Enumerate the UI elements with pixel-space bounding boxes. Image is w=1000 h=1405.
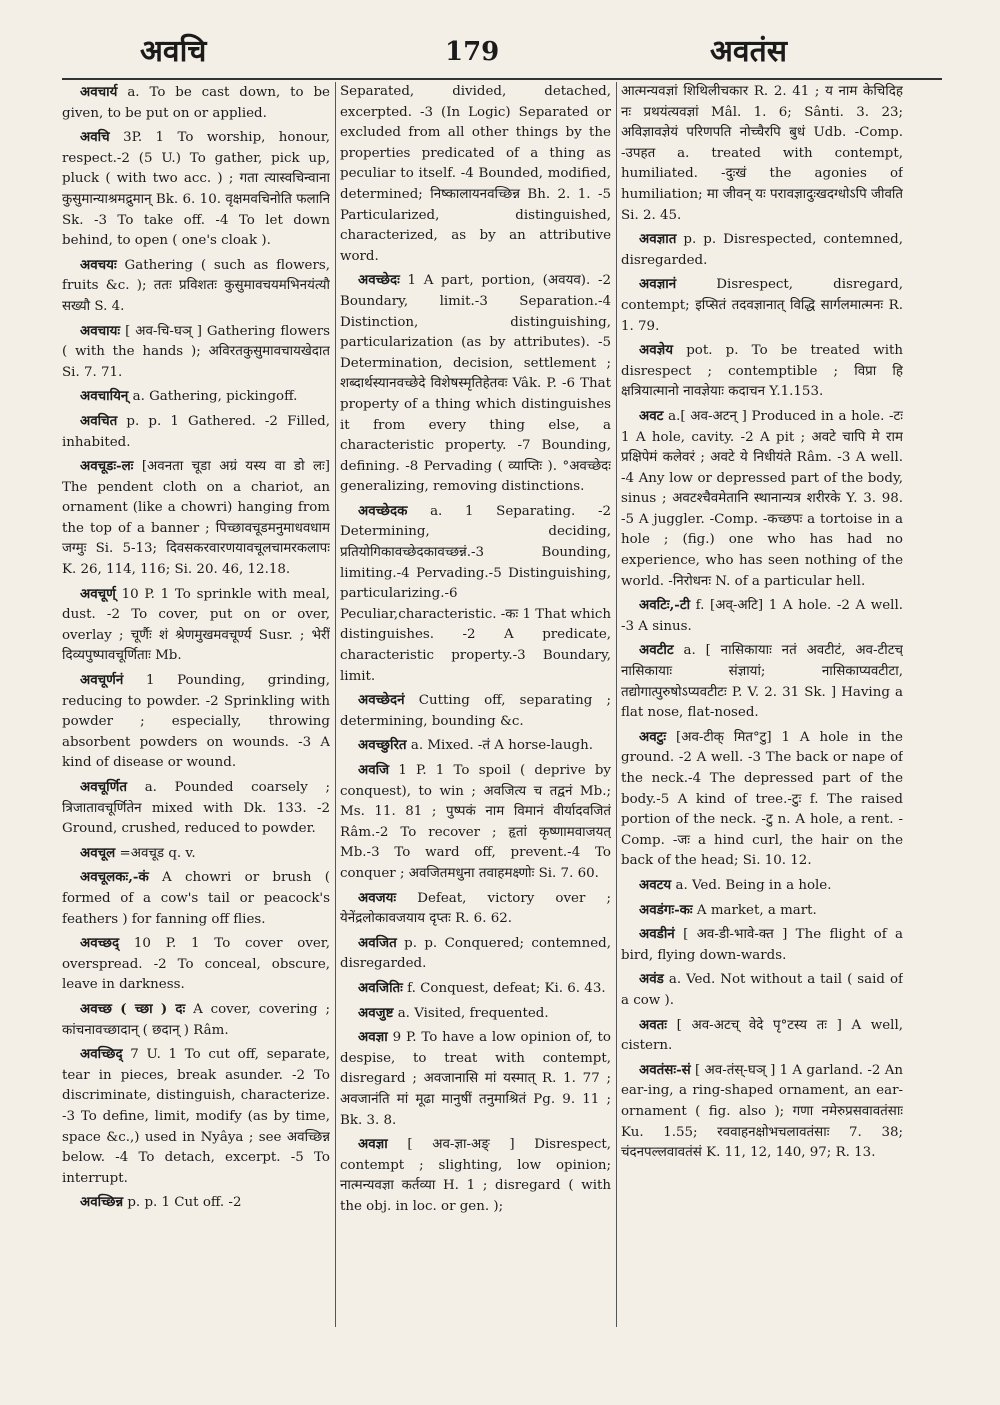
- entry-definition: p. p. Conquered; contemned, disregarded.: [340, 935, 611, 972]
- dictionary-entry: [340, 1134, 611, 1217]
- entry-headword: अवटुः: [639, 728, 667, 745]
- entry-definition: a. [ नासिकायाः नतं अवटीटं, अव-टीटच् नासिकायाः संज्ञायां; नासिकाप्यवटीटा, तद्योगात्पुरुषोऽप्यवटीटः P. V. 2. 31 Sk. ] Having a flat nose, flat-nosed.: [621, 643, 903, 721]
- entry-definition: 7 U. 1 To cut off, separate, tear in pieces, break asunder. -2 To discriminate, distinguish, characterize. -3 To define, limit, modify (as by time, space &c.,) used in Nyâya ; see अवच्छिन्न below. -4 To detach, excerpt. -5 To interrupt.: [62, 1047, 330, 1186]
- entry-definition: a. Ved. Not without a tail ( said of a cow ).: [621, 972, 903, 1008]
- dictionary-entry: [62, 386, 330, 408]
- entry-headword: अवजयः: [358, 889, 397, 906]
- entry-headword: अवचूर्णित: [80, 779, 127, 795]
- entry-headword: अवतः: [639, 1016, 668, 1033]
- entry-definition: a. 1 Separating. -2 Determining, deciding, प्रतियोगिकावच्छेदकावच्छन्नं.-3 Bounding, limiting.-4 Pervading.-5 Distinguishing, particularizing.-6 Peculiar,characteristic. -कः 1 That which distinguishes. -2 A predicate, characteristic property.-3 Boundary, limit.: [340, 503, 611, 684]
- column-divider: [335, 82, 336, 1327]
- entry-definition: [ अव-अटच् वेदे पृ°टस्य तः ] A well, cistern.: [621, 1017, 903, 1054]
- entry-definition: a.[ अव-अटन् ] Produced in a hole. -टः 1 A hole, cavity. -2 A pit ; अवटे चापि मे राम प्रक्षिपेमं कलेवरं ; अवटे ये निधीयंते Râm. -3 A well. -4 Any low or depressed part of the body, sinus ; अवटश्चैवमेतानि स्थानान्यत्र शरीरके Y. 3. 98. -5 A juggler. -Comp. -कच्छपः a tortoise in a hole ; (fig.) one who has had no experience, who has seen nothing of the world. -निरोधनः N. of a particular hell.: [621, 408, 903, 589]
- dictionary-entry: [62, 933, 330, 996]
- entry-headword: अवच्छिद्: [80, 1046, 123, 1063]
- entry-headword: अवचूडः-लः: [80, 458, 134, 475]
- entry-definition: Cutting off, separating ; determining, bounding &c.: [340, 693, 611, 729]
- entry-definition: f. [अव्-अटि] 1 A hole. -2 A well. -3 A sinus.: [621, 598, 903, 634]
- dictionary-entry: [340, 270, 611, 498]
- dictionary-entry: [340, 501, 611, 687]
- page-number: 179: [445, 37, 500, 67]
- dictionary-entry: [621, 82, 903, 226]
- entry-definition: p. p. Disrespected, contemned, disregarded.: [621, 232, 903, 268]
- dictionary-entry: [62, 321, 330, 384]
- entry-definition: A market, a mart.: [696, 902, 817, 918]
- entry-headword: अवतंसः-सं: [639, 1061, 691, 1078]
- entry-definition: A cover, covering ; कांचनावच्छादान् ( छदान् ) Râm.: [62, 1001, 330, 1038]
- dictionary-entry: [340, 690, 611, 732]
- dictionary-entry: [62, 411, 330, 453]
- entry-definition: a. Mixed. -तं A horse-laugh.: [410, 738, 593, 754]
- entry-definition: 3P. 1 To worship, honour, respect.-2 (5 U.) To gather, pick up, pluck ( with two acc. ) ; गता त्यास्वचिन्वाना कुसुमान्याश्रमद्रुमान् Bk. 6. 10. वृक्षमवचिनोति फलानि Sk. -3 To take off. -4 To let down behind, to open ( one's cloak ).: [62, 130, 330, 249]
- entry-headword: अवज्ञेय: [639, 342, 674, 359]
- column-3: [621, 82, 903, 1332]
- entry-definition: p. p. 1 Cut off. -2: [127, 1195, 242, 1211]
- entry-definition: A chowri or brush ( formed of a cow's tail or peacock's feathers ) for fanning off flies.: [62, 870, 330, 927]
- dictionary-entry: [621, 340, 903, 403]
- dictionary-entry: [621, 595, 903, 637]
- dictionary-entry: [62, 456, 330, 581]
- entry-headword: अवचूल: [80, 844, 116, 861]
- column-2: [340, 82, 611, 1332]
- entry-definition: 10 P. 1 To cover over, overspread. -2 To conceal, obscure, leave in darkness.: [62, 936, 330, 993]
- entry-headword: अवचयः: [80, 256, 117, 273]
- entry-definition: Gathering ( such as flowers, fruits &c. ); ततः प्रविशतः कुसुमावचयमभिनयंत्यौ सख्यौ S. 4.: [62, 257, 330, 314]
- entry-definition: [अवनता चूडा अग्रं यस्य वा डो लः] The pendent cloth on a chariot, an ornament (like a chowri) hanging from the top of a banner ; पिच्छावचूडमनुमाधवधाम जग्मुः Si. 5-13; दिवसकरवारणयावचूलचामरकलापः K. 26, 114, 116; Si. 20. 46, 12.18.: [62, 459, 330, 578]
- entry-definition: Separated, divided, detached, excerpted. -3 (In Logic) Separated or excluded from all other things by the properties predicated of a thing as peculiar to itself. -4 Bounded, modified, determined; निष्कालायनवच्छिन्न Bh. 2. 1. -5 Particularized, distinguished, characterized, as by an attributive word.: [340, 84, 611, 264]
- entry-definition: [अव-टीक् मित°टु] 1 A hole in the ground. -2 A well. -3 The back or nape of the neck.-4 The depressed part of the body.-5 A kind of tree.-टुः f. The raised portion of the neck. -टु n. A hole, a rent. -Comp. -जः a hind curl, the hair on the back of the head; Si. 10. 12.: [621, 729, 903, 869]
- entry-headword: अवडंगः-कः: [639, 901, 693, 918]
- entry-definition: 10 P. 1 To sprinkle with meal, dust. -2 To cover, put on or over, overlay ; चूर्णैः शं श्रेणमुखमवचूर्ण्य Susr. ; भेरीं दिव्यपुष्पावचूर्णिताः Mb.: [62, 586, 330, 664]
- entry-definition: आत्मन्यवज्ञां शिथिलीचकार R. 2. 41 ; य नाम केचिदिह नः प्रथयंत्यवज्ञां Mâl. 1. 6; Sânti. 3. 23; अविज्ञावज्ञेयं परिणपति नोच्चैरपि बुधं Udb. -Comp. -उपहत a. treated with contempt, humiliated. -दुःखं the agonies of humiliation; मा जीवन् यः परावज्ञादुःखदग्धोऽपि जीवति Si. 2. 45.: [621, 84, 903, 223]
- entry-headword: अवचूलकः,-कं: [80, 869, 149, 886]
- dictionary-entry: [62, 777, 330, 840]
- entry-headword: अवच्छेदः: [358, 272, 400, 289]
- dictionary-entry: [621, 875, 903, 897]
- entry-definition: 1 Pounding, grinding, reducing to powder. -2 Sprinkling with powder ; especially, throwing absorbent powders on wounds. -3 A kind of disease or wound.: [62, 673, 330, 771]
- entry-headword: अवटीट: [639, 642, 674, 659]
- dictionary-entry: [621, 969, 903, 1011]
- entry-headword: अवजित: [358, 934, 397, 951]
- entry-headword: अवचार्य: [80, 84, 118, 100]
- entry-definition: a. Gathering, pickingoff.: [132, 389, 298, 405]
- entry-headword: अवटय: [639, 876, 672, 893]
- entry-headword: अवटिः,-टी: [639, 597, 691, 614]
- entry-headword: अवचित: [80, 412, 118, 429]
- entry-headword: अवच्छेदनं: [358, 692, 405, 709]
- entry-headword: अवज्ञानं: [639, 276, 677, 293]
- entry-definition: a. Ved. Being in a hole.: [675, 877, 832, 893]
- dictionary-entry: [62, 670, 330, 774]
- entry-definition: a. Visited, frequented.: [397, 1005, 549, 1021]
- dictionary-entry: [621, 1015, 903, 1057]
- dictionary-entry: [340, 888, 611, 930]
- entry-headword: अवचि: [80, 129, 110, 146]
- entry-headword: अवट: [639, 407, 664, 424]
- dictionary-entry: [340, 760, 611, 885]
- dictionary-entry: [621, 640, 903, 723]
- entry-headword: अवज्ञा: [358, 1029, 388, 1046]
- entry-headword: अवच्छेदक: [358, 502, 408, 519]
- column-1: [62, 82, 330, 1332]
- entry-headword: अवजि: [358, 762, 390, 778]
- entry-definition: a. To be cast down, to be given, to be put on or applied.: [62, 85, 330, 121]
- dictionary-entry: [340, 735, 611, 757]
- entry-definition: a. Pounded coarsely ; त्रिजातावचूर्णितेन mixed with Dk. 133. -2 Ground, crushed, reduced to powder.: [62, 780, 330, 837]
- dictionary-entry: [62, 127, 330, 252]
- entry-headword: अवज्ञा: [358, 1136, 388, 1153]
- entry-headword: अवडीनं: [639, 926, 675, 943]
- entry-definition: [ अव-डी-भावे-क्त ] The flight of a bird, flying down-wards.: [621, 927, 903, 963]
- entry-definition: 9 P. To have a low opinion of, to despise, to treat with contempt, disregard ; अवजानासि मां यस्मात् R. 1. 77 ; अवजानंति मां मूढा मानुषीं तनुमाश्रितं Pg. 9. 11 ; Bk. 3. 8.: [340, 1030, 611, 1128]
- entry-headword: अवचूर्णनं: [80, 672, 124, 689]
- dictionary-entry: [62, 999, 330, 1041]
- dictionary-entry: [62, 82, 330, 124]
- entry-definition: 1 P. 1 To spoil ( deprive by conquest), to win ; अवजित्य च तद्वनं Mb.; Ms. 11. 81 ; पुष्पकं नाम विमानं वीर्यादवजितं Râm.-2 To recover ; हृतां कृष्णामवाजयत् Mb.-3 To ward off, prevent.-4 To conquer ; अवजितमधुना तवाहमक्ष्णोः Si. 7. 60.: [340, 763, 611, 881]
- entry-definition: =अवचूड q. v.: [119, 845, 196, 861]
- dictionary-entry: [62, 1192, 330, 1214]
- entry-definition: [ अव-तंस्-घञ् ] 1 A garland. -2 An ear-ing, a ring-shaped ornament, an ear-ornament ( fig. also ); गणा नमेरुप्रसवावतंसाः Ku. 1.55; रववाहनक्षोभचलावतंसाः 7. 38; चंदनपल्लवावतंसं K. 11, 12, 140, 97; R. 13.: [621, 1062, 903, 1161]
- dictionary-entry: [62, 1044, 330, 1189]
- dictionary-entry: [621, 229, 903, 271]
- header-rule: [62, 78, 942, 80]
- dictionary-entry: [621, 406, 903, 592]
- dictionary-entry: [621, 924, 903, 966]
- dictionary-entry: [340, 933, 611, 975]
- column-divider: [616, 82, 617, 1327]
- dictionary-entry: [340, 978, 611, 1000]
- entry-headword: अवजितिः: [358, 979, 403, 996]
- entry-definition: Disrespect, disregard, contempt; इप्सितं तदवज्ञानात् विद्धि सार्गलमात्मनः R. 1. 79.: [621, 277, 903, 334]
- entry-headword: अवचायः: [80, 322, 121, 339]
- dictionary-entry: [340, 82, 611, 267]
- dictionary-entry: [340, 1003, 611, 1025]
- dictionary-entry: [621, 274, 903, 337]
- dictionary-entry: [62, 867, 330, 930]
- entry-headword: अवज्ञात: [639, 231, 677, 248]
- dictionary-entry: [340, 1027, 611, 1131]
- entry-definition: [ अव-ज्ञा-अङ् ] Disrespect, contempt ; slighting, low opinion; नात्मन्यवज्ञा कर्तव्या H. 1 ; disregard ( with the obj. in loc. or gen. );: [340, 1137, 611, 1214]
- entry-headword: अवच्छ ( च्छा ) दः: [80, 1000, 186, 1017]
- entry-headword: अवच्छिन्न: [80, 1194, 124, 1211]
- entry-headword: अवचायिन्: [80, 388, 129, 405]
- entry-definition: f. Conquest, defeat; Ki. 6. 43.: [407, 980, 606, 996]
- dictionary-entry: [621, 727, 903, 872]
- entry-definition: [ अव-चि-घञ् ] Gathering flowers ( with the hands ); अविरतकुसुमावचायखेदात Si. 7. 71.: [62, 323, 330, 380]
- entry-definition: pot. p. To be treated with disrespect ; contemptible ; विप्रा हि क्षत्रियात्मानो नावज्ञेयाः कदाचन Y.1.153.: [621, 343, 903, 400]
- entry-headword: अवंड: [639, 971, 664, 988]
- entry-definition: p. p. 1 Gathered. -2 Filled, inhabited.: [62, 413, 330, 450]
- dictionary-entry: [621, 900, 903, 922]
- right-guide-word: अवतंस: [710, 34, 787, 69]
- entry-definition: 1 A part, portion, (अवयव). -2 Boundary, limit.-3 Separation.-4 Distinction, distinguishing, particularization (as by attributes). -5 Determination, decision, settlement ; शब्दार्थस्यानवच्छेदे विशेषस्मृतिहेतवः Vâk. P. -6 That property of a thing which distinguishes it from every thing else, a characteristic property. -7 Bounding, defining. -8 Pervading ( व्याप्तिः ). °अवच्छेदः generalizing, removing distinctions.: [340, 273, 611, 495]
- dictionary-entry: [621, 1060, 903, 1164]
- dictionary-entry: [62, 843, 330, 865]
- entry-headword: अवचूर्ण्: [80, 585, 116, 602]
- dictionary-entry: [62, 255, 330, 318]
- entry-definition: Defeat, victory over ; येनेंद्रलोकावजयाय दृप्तः R. 6. 62.: [340, 890, 611, 927]
- dictionary-entry: [62, 584, 330, 667]
- entry-headword: अवच्छद्: [80, 935, 120, 952]
- entry-headword: अवच्छुरित: [358, 737, 407, 754]
- left-guide-word: अवचि: [140, 34, 207, 69]
- entry-headword: अवजुष्ट: [358, 1004, 394, 1021]
